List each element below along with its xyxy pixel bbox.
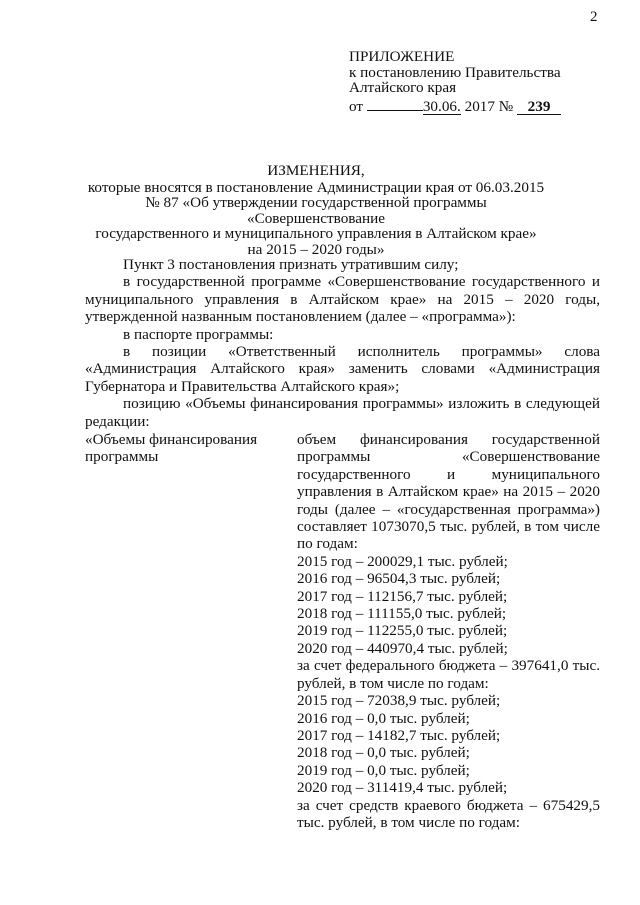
total-year-line: 2015 год – 200029,1 тыс. рублей; — [297, 552, 508, 570]
paragraph: в государственной программе «Совершенствование государственного и муниципального управления в Алтайском крае» на 2015 – 2020 годы, утвержденной названным постановлением (далее – «программа»): — [85, 273, 600, 326]
appendix-line-2: Алтайского края — [349, 79, 457, 96]
title-line-3: государственного и муниципального управления в Алтайском крае» — [95, 225, 537, 242]
total-year-line: 2016 год – 96504,3 тыс. рублей; — [297, 570, 501, 588]
document-body — [85, 256, 600, 430]
total-year-line: 2019 год – 112255,0 тыс. рублей; — [297, 622, 508, 640]
federal-year-line: 2019 год – 0,0 тыс. рублей; — [297, 761, 470, 779]
date-day-month: 30.06. — [422, 97, 461, 115]
paragraph: позицию «Объемы финансирования программы» изложить в следующей редакции: — [85, 395, 600, 430]
total-year-line: 2018 год – 111155,0 тыс. рублей; — [297, 605, 507, 623]
page-number: 2 — [590, 9, 598, 25]
total-year-line: 2020 год – 440970,4 тыс. рублей; — [297, 639, 508, 657]
table-left-cell: «Объемы финансирования программы — [85, 431, 258, 465]
regional-intro: за счет средств краевого бюджета – 675429,5 тыс. рублей, в том числе по годам: — [297, 796, 600, 831]
federal-year-line: 2015 год – 72038,9 тыс. рублей; — [297, 692, 501, 710]
appendix-line-1: к постановлению Правительства — [349, 63, 561, 81]
table-right-cell — [297, 431, 600, 831]
federal-year-line: 2016 год – 0,0 тыс. рублей; — [297, 709, 470, 727]
document-title — [80, 163, 552, 257]
appendix-heading: ПРИЛОЖЕНИЕ — [349, 48, 455, 65]
date-prefix: от — [349, 97, 364, 115]
appendix-block — [349, 49, 561, 115]
federal-year-line: 2018 год – 0,0 тыс. рублей; — [297, 744, 470, 762]
federal-year-line: 2020 год – 311419,4 тыс. рублей; — [297, 779, 508, 797]
paragraph: Пункт 3 постановления признать утратившим силу; — [123, 256, 459, 273]
paragraph: в паспорте программы: — [123, 325, 274, 343]
title-heading: ИЗМЕНЕНИЯ, — [267, 162, 365, 179]
paragraph: в позиции «Ответственный исполнитель программы» слова «Администрация Алтайского края» заменить словами «Администрация Губернатора и Правительства Алтайского края»; — [85, 343, 600, 395]
financing-table — [85, 431, 600, 831]
document-number: 239 — [517, 99, 561, 115]
federal-intro: за счет федерального бюджета – 397641,0 тыс. рублей, в том числе по годам: — [297, 657, 600, 692]
federal-year-line: 2017 год – 14182,7 тыс. рублей; — [297, 726, 501, 744]
title-line-1: которые вносятся в постановление Администрации края от 06.03.2015 — [87, 178, 545, 196]
total-year-line: 2017 год – 112156,7 тыс. рублей; — [297, 587, 508, 605]
date-year: 2017 № — [464, 97, 514, 115]
appendix-date-row — [349, 99, 561, 115]
title-line-2: № 87 «Об утверждении государственной программы «Совершенствование — [145, 194, 487, 227]
title-line-4: на 2015 – 2020 годы» — [247, 240, 385, 258]
date-blank — [367, 110, 423, 111]
financing-intro: объем финансирования государственной программы «Совершенствование государственного и муниципального управления в Алтайском крае» на 2015 – 2020 годы (далее – «государственная программа») составляет 1073070,5 тыс. рублей, в том числе по годам: — [297, 431, 600, 553]
